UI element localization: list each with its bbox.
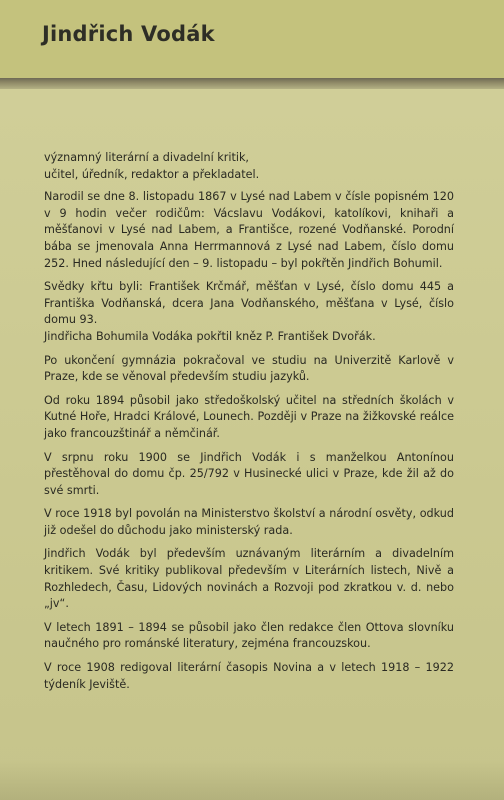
paragraph: V letech 1891 – 1894 se působil jako člen redakce člen Ottova slovníku naučného pro románské literatury, zejména francouzskou.	[44, 620, 454, 651]
page-title: Jindřich Vodák	[42, 22, 215, 46]
paragraph: V roce 1908 redigoval literární časopis Novina a v letech 1918 – 1922 týdeník Jeviště.	[44, 661, 454, 691]
biography-text	[44, 150, 454, 700]
paragraph: Jindřicha Bohumila Vodáka pokřtil kněz P. František Dvořák.	[44, 329, 376, 343]
intro	[44, 150, 454, 183]
paragraph: Od roku 1894 působil jako středoškolský učitel na středních školách v Kutné Hoře, Hradci Králové, Lounech. Později v Praze na žižkovské reálce jako francouzštinář a němčinář.	[44, 393, 454, 440]
bottom-shadow	[0, 760, 504, 800]
intro-line: významný literární a divadelní kritik,	[44, 151, 249, 164]
paragraph: Svědky křtu byli: František Krčmář, měšťan v Lysé, číslo domu 445 a Františka Vodňanská, dcera Jana Vodňanského, měšťana v Lysé, číslo domu 93.	[44, 280, 454, 327]
paragraph: Jindřich Vodák byl především uznávaným literárním a divadelním kritikem. Své kritiky publikoval především v Literárních listech, Nivě a Rozhledech, Času, Lidových novinách a Rozvoji pod zkratkou v. d. nebo „jv“.	[44, 547, 454, 611]
panel-gap	[0, 78, 504, 89]
intro-line: učitel, úředník, redaktor a překladatel.	[44, 167, 260, 181]
paragraph: Po ukončení gymnázia pokračoval ve studiu na Univerzitě Karlově v Praze, kde se věnoval především studiu jazyků.	[44, 353, 454, 384]
paragraph: V srpnu roku 1900 se Jindřich Vodák i s manželkou Antonínou přestěhoval do domu čp. 25/792 v Husinecké ulici v Praze, kde žil až do své smrti.	[44, 450, 454, 497]
paragraph: Narodil se dne 8. listopadu 1867 v Lysé nad Labem v čísle popisném 120 v 9 hodin večer rodičům: Vácslavu Vodákovi, katolíkovi, knihaři a měšťanovi v Lysé nad Labem, a Františce, rozené Vodňanské. Porodní bába se jmenovala Anna Herrmannová z Lysé nad Labem, číslo domu 252. Hned následující den – 9. listopadu – byl pokřtěn Jindřich Bohumil.	[44, 190, 454, 270]
header-panel	[0, 0, 504, 78]
paragraph: V roce 1918 byl povolán na Ministerstvo školství a národní osvěty, odkud již odešel do důchodu jako ministerský rada.	[44, 507, 454, 537]
